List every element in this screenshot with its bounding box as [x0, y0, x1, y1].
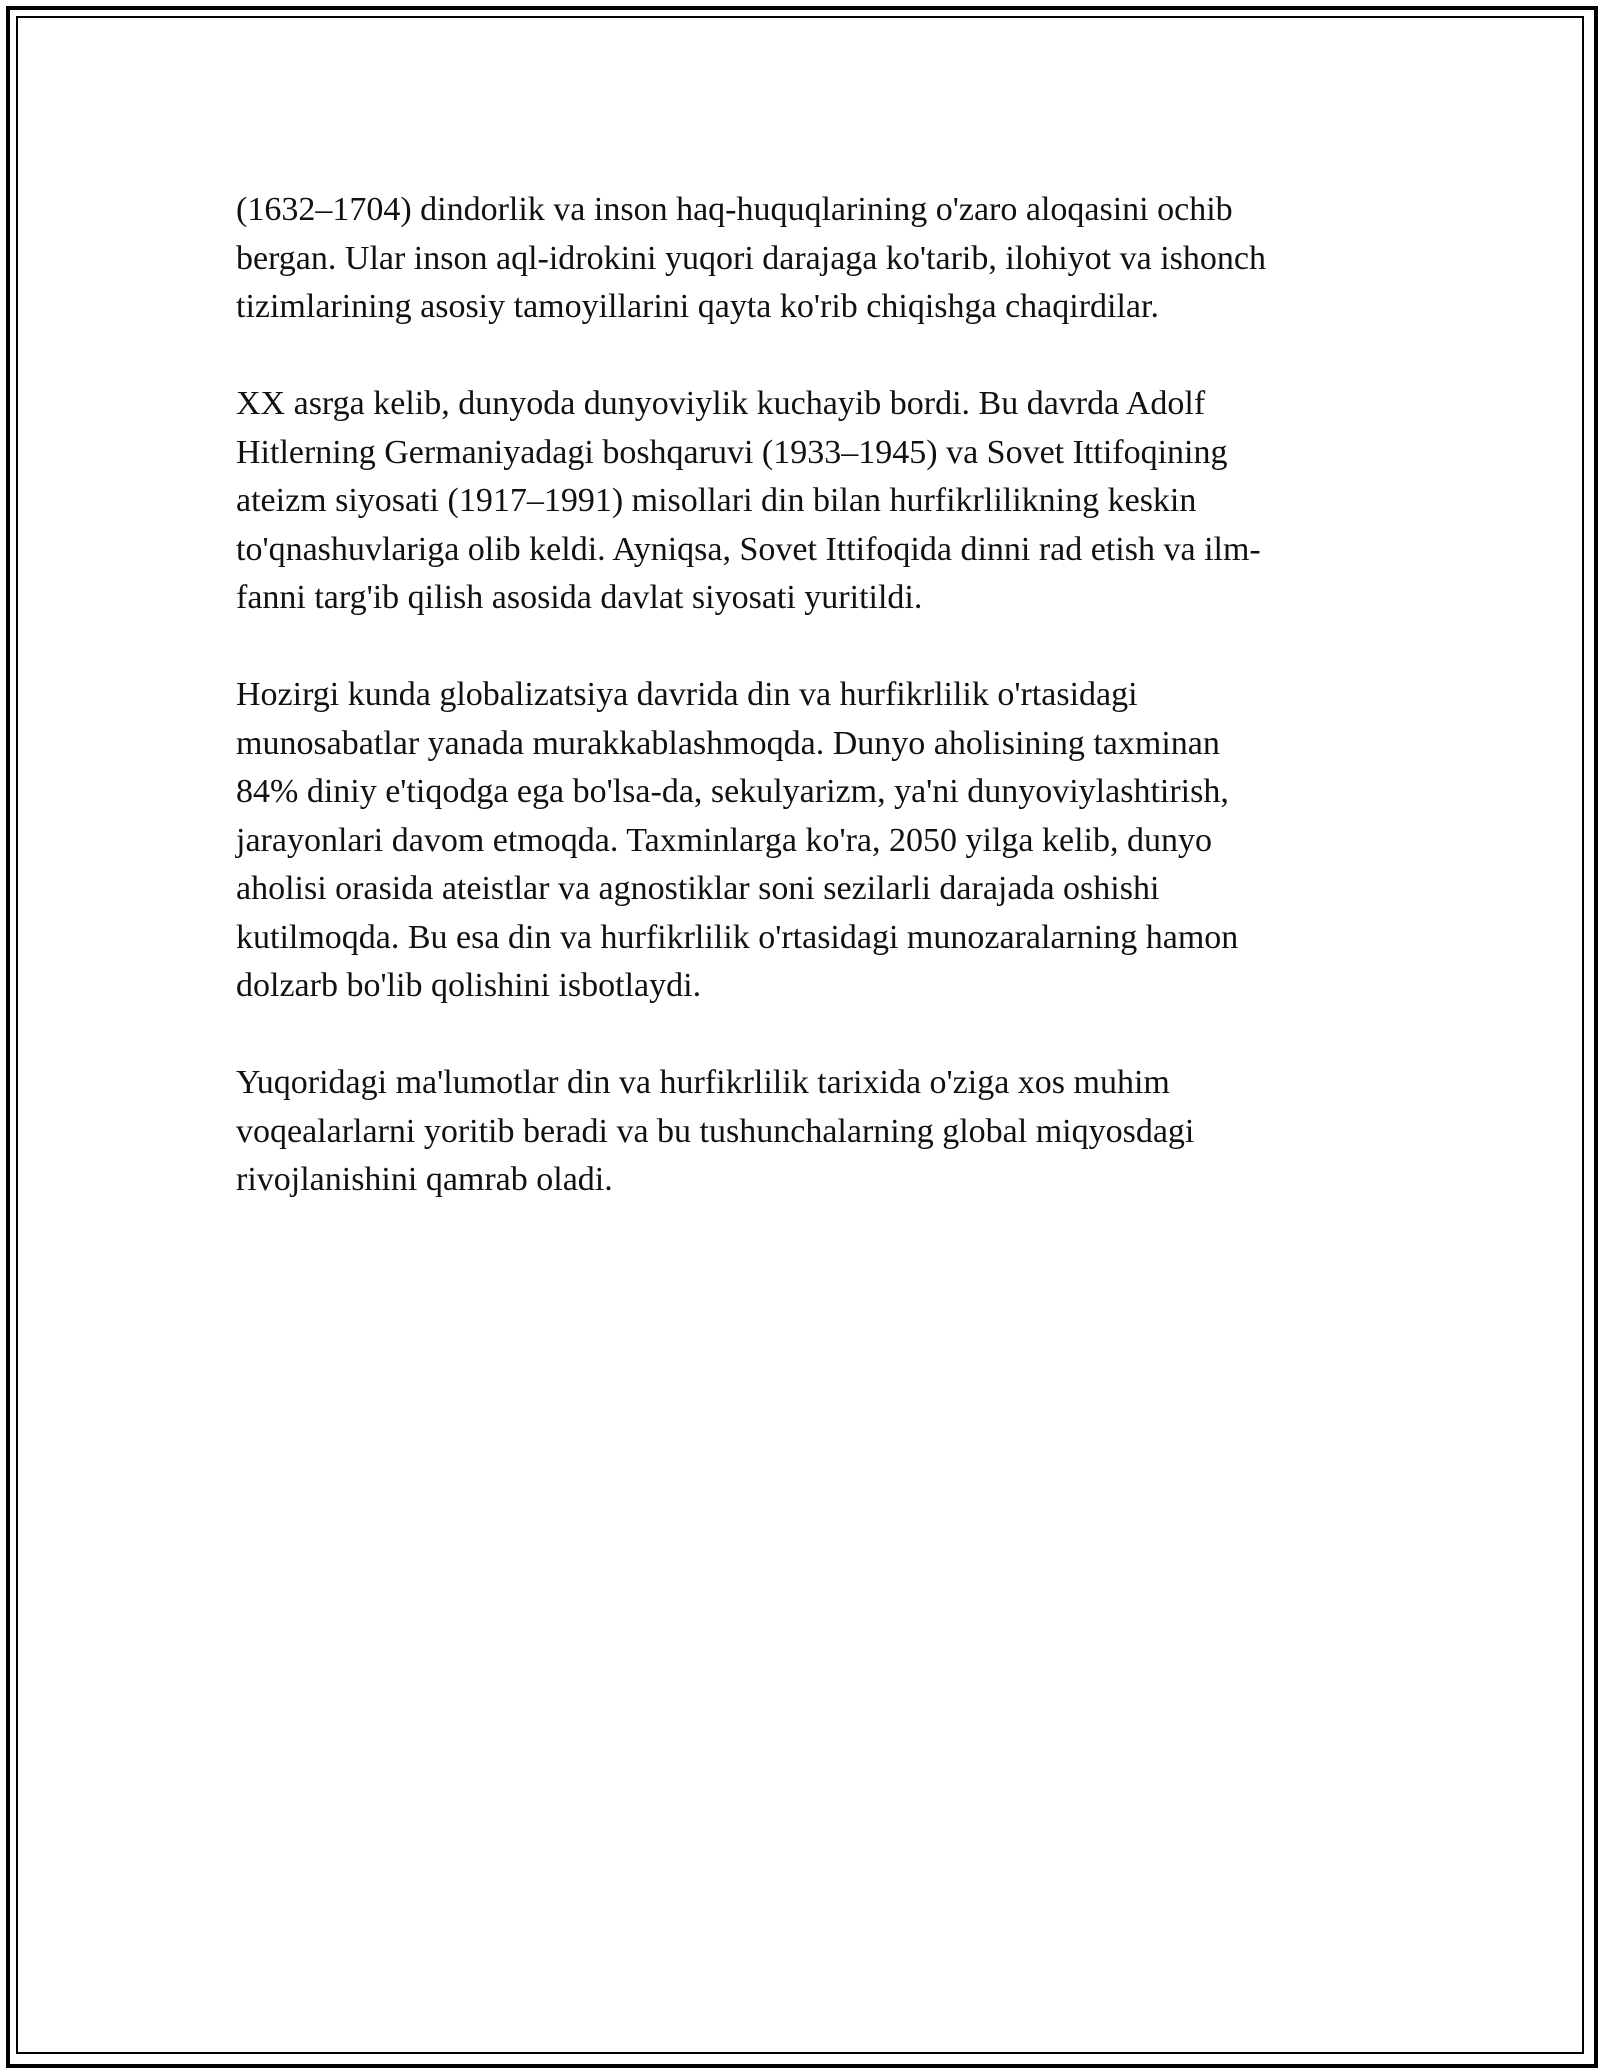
paragraph-4: Yuqoridagi ma'lumotlar din va hurfikrlilik tarixida o'ziga xos muhim voqealarlarni yoritib beradi va bu tushunchalarning global miqyosdagi rivojlanishini qamrab oladi. [236, 1064, 1195, 1198]
paragraph-3: Hozirgi kunda globalizatsiya davrida din va hurfikrlilik o'rtasidagi munosabatlar yanada murakkablashmoqda. Dunyo aholisining taxminan 84% diniy e'tiqodga ega bo'lsa-da, sekulyarizm, ya'ni dunyoviylashtirish, jarayonlari davom etmoqda. Taxminlarga ko'ra, 2050 yilga kelib, dunyo aholisi orasida ateistlar va agnostiklar soni sezilarli darajada oshishi kutilmoqda. Bu esa din va hurfikrlilik o'rtasidagi munozaralarning hamon dolzarb bo'lib qolishini isbotlaydi. [236, 676, 1239, 1004]
document-body [236, 186, 1366, 1253]
paragraph-1: (1632–1704) dindorlik va inson haq-huquqlarining o'zaro aloqasini ochib bergan. Ular inson aql-idrokini yuqori darajaga ko'tarib, ilohiyot va ishonch tizimlarining asosiy tamoyillarini qayta ko'rib chiqishga chaqirdilar. [236, 191, 1266, 325]
paragraph-2: XX asrga kelib, dunyoda dunyoviylik kuchayib bordi. Bu davrda Adolf Hitlerning Germaniyadagi boshqaruvi (1933–1945) va Sovet Ittifoqining ateizm siyosati (1917–1991) misollari din bilan hurfikrlilikning keskin to'qnashuvlariga olib keldi. Ayniqsa, Sovet Ittifoqida dinni rad etish va ilm- fanni targ'ib qilish asosida davlat siyosati yuritildi. [236, 385, 1261, 616]
